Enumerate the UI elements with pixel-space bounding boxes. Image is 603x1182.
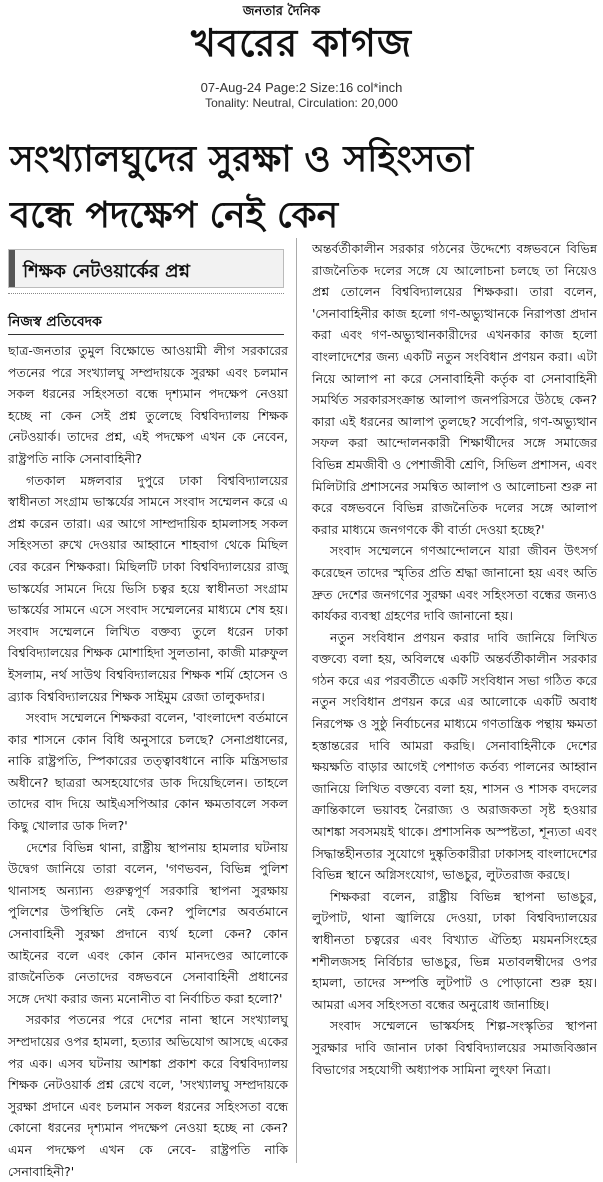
subheading-accent-bar (9, 250, 15, 287)
paragraph: সংবাদ সম্মেলনে গণআন্দোলনে যারা জীবন উৎসর্গ করেছেন তাদের স্মৃতির প্রতি শ্রদ্ধা জানানো হয় এবং অতি দ্রুত দেশের জনগণের সুরক্ষা এবং সহিংসতা বন্ধের জন্যও কার্যকর ব্যবস্থা গ্রহণের দাবি জানানো হয়। (312, 543, 597, 624)
paragraph: সংবাদ সম্মেলনে ভাস্কর্যসহ শিল্প-সংস্কৃতির স্থাপনা সুরক্ষার দাবি জানান ঢাকা বিশ্ববিদ্যালয়ের সমাজবিজ্ঞান বিভাগের সহযোগী অধ্যাপক সামিনা লুৎফা নিত্রা। (312, 1018, 597, 1077)
paragraph: ছাত্র-জনতার তুমুল বিক্ষোভে আওয়ামী লীগ সরকারের পতনের পরে সংখ্যালঘু সম্প্রদায়কে সুরক্ষা এবং চলমান সকল ধরনের সহিংসতা বন্ধে দৃশ্যমান পদক্ষেপ নেওয়া হচ্ছে না কেন সেই প্রশ্ন তুলেছে বিশ্ববিদ্যালয় শিক্ষক নেটওয়ার্ক। তাদের প্রশ্ন, এই পদক্ষেপ এখন কে নেবেন, রাষ্ট্রপতি নাকি সেনাবাহিনী? (8, 343, 288, 466)
headline-line-1: সংখ্যালঘুদের সুরক্ষা ও সহিংসতা (10, 139, 474, 180)
subheading-box (8, 249, 284, 288)
column-divider (296, 238, 297, 1163)
masthead-name: খবরের কাগজ (191, 21, 412, 65)
paragraph: শিক্ষকরা বলেন, রাষ্ট্রীয় বিভিন্ন স্থাপনা ভাঙচুর, লুটপাট, থানা জ্বালিয়ে দেওয়া, ঢাকা বিশ্ববিদ্যালয়ের স্বাধীনতা চত্বরের এবং বিখ্যাত ঐতিহ্য ময়মনসিংহের শশীলজসহ নির্বিচার ভাঙচুর, ভিন্ন মতাবলম্বীদের ওপর হামলা, তাদের সম্পত্তি লুটপাট ও পোড়ানো শুরু হয়। আমরা এসব সহিংসতা বন্ধের অনুরোধ জানাচ্ছি। (312, 888, 597, 1012)
clipping-meta-tonality: Tonality: Neutral, Circulation: 20,000 (205, 96, 398, 110)
paragraph: সরকার পতনের পরে দেশের নানা স্থানে সংখ্যালঘু সম্প্রদায়ের ওপর হামলা, হত্যার অভিযোগ আসছে একের পর এক। এসব ঘটনায় আশঙ্কা প্রকাশ করে বিশ্ববিদ্যালয় শিক্ষক নেটওয়ার্ক প্রশ্ন রেখে বলে, 'সংখ্যালঘু সম্প্রদায়কে সুরক্ষা প্রদানে এবং চলমান সকল ধরনের সহিংসতা বন্ধে কোনো ধরনের দৃশ্যমান পদক্ষেপ নেওয়া হচ্ছে না কেন? এমন পদক্ষেপ এখন কে নেবে- রাষ্ট্রপতি নাকি সেনাবাহিনী?' (8, 1012, 288, 1179)
masthead (0, 4, 603, 66)
masthead-tagline: জনতার দৈনিক (242, 4, 321, 19)
right-column (312, 238, 597, 1163)
paragraph: নতুন সংবিধান প্রণয়ন করার দাবি জানিয়ে লিখিত বক্তব্যে বলা হয়, অবিলম্বে একটি অন্তর্বর্তীকালীন সরকার গঠন করে এর পরবর্তীতে একটি সংবিধান সভা গঠিত করে নতুন সংবিধান প্রণয়ন করে এর আলোকে একটি অবাধ নিরপেক্ষ ও সুষ্ঠু নির্বাচনের মাধ্যমে গণতান্ত্রিক পন্থায় ক্ষমতা হস্তান্তরের দাবি আমরা করছি। সেনাবাহিনীকে দেশের ক্ষয়ক্ষতি বাড়ার আগেই পেশাগত কর্তব্য পালনের আহ্বান জানিয়ে লিখিত বক্তব্যে বলা হয়, শাসন ও শাসক বদলের ক্রান্তিকালে ভয়াবহ নৈরাজ্য ও অরাজকতা সৃষ্ট হওয়ার আশঙ্কা সবসময়ই থাকে। প্রশাসনিক অস্পষ্টতা, শূন্যতা এবং সিদ্ধান্তহীনতার সুযোগে দুষ্কৃতিকারীরা ঢাকাসহ বাংলাদেশের বিভিন্ন স্থানে অগ্নিসংযোগ, ভাঙচুর, লুটতরাজ করছে। (312, 629, 597, 883)
paragraph: দেশের বিভিন্ন থানা, রাষ্ট্রীয় স্থাপনায় হামলার ঘটনায় উদ্বেগ জানিয়ে তারা বলেন, 'গণভবন, বিভিন্ন পুলিশ থানাসহ অন্যান্য গুরুত্বপূর্ণ সরকারি স্থাপনা সুরক্ষায় পুলিশের উপস্থিতি নেই কেন? পুলিশের অবর্তমানে সেনাবাহিনী সুরক্ষা প্রদানে ব্যর্থ হলো কেন? কোন আইনের বলে এবং কোন কোন মানদণ্ডের আলোকে রাজনৈতিক নেতাদের বঙ্গভবনে সেনাবাহিনী প্রধানের সঙ্গে দেখা করার জন্য মনোনীত বা নির্বাচিত করা হলো?' (8, 839, 288, 1006)
subheading: শিক্ষক নেটওয়ার্কের প্রশ্ন (23, 261, 190, 282)
headline (10, 132, 595, 244)
left-column (8, 340, 288, 1179)
paragraph: অন্তর্বর্তীকালীন সরকার গঠনের উদ্দেশ্যে বঙ্গভবনে বিভিন্ন রাজনৈতিক দলের সঙ্গে যে আলোচনা চলছে তা নিয়েও প্রশ্ন তোলেন বিশ্ববিদ্যালয়ের শিক্ষকরা। তারা বলেন, 'সেনাবাহিনীর কাজ হলো গণ-অভ্যুত্থানকে নিরাপত্তা প্রদান করা এবং গণ-অভ্যুত্থানকারীদের এখনকার কাজ হলো বাংলাদেশের জন্য একটি নতুন সংবিধান প্রণয়ন করা। এটা নিয়ে আলাপ না করে সেনাবাহিনী কর্তৃক বা সেনাবাহিনী সমর্থিত সরকারসংক্রান্ত আলাপ জনপরিসরে উঠছে কেন? কারা এই ধরনের আলাপ তুলছে? সর্বোপরি, গণ-অভ্যুত্থান সফল করা আন্দোলনকারী শিক্ষার্থীদের সঙ্গে সমাজের বিভিন্ন শ্রমজীবী ও পেশাজীবী শ্রেণি, সিভিল প্রশাসন, এবং মিলিটারি প্রশাসনের সমন্বিত আলাপ ও আলোচনা শুরু না করে বঙ্গভবনে বিভিন্ন রাজনৈতিক দলের সঙ্গে আলাপ করার মাধ্যমে জনগণকে কী বার্তা দেওয়া হচ্ছে?' (312, 241, 597, 537)
paragraph: গতকাল মঙ্গলবার দুপুরে ঢাকা বিশ্ববিদ্যালয়ের স্বাধীনতা সংগ্রাম ভাস্কর্যের সামনে সংবাদ সম্মেলন করে এ প্রশ্ন করেন তারা। এর আগে সাম্প্রদায়িক হামলাসহ সকল সহিংসতা রুখে দেওয়ার আহ্বানে শাহবাগ থেকে মিছিল বের করেন শিক্ষকরা। মিছিলটি ঢাকা বিশ্ববিদ্যালয়ের রাজু ভাস্কর্যের সামনে দিয়ে ভিসি চত্বর হয়ে স্বাধীনতা সংগ্রাম ভাস্কর্যের সামনে এসে সংবাদ সম্মেলনের মাধ্যমে শেষ হয়। সংবাদ সম্মেলনে লিখিত বক্তব্য তুলে ধরেন ঢাকা বিশ্ববিদ্যালয়ের শিক্ষক মোশাহিদা সুলতানা, কাজী মারুফুল ইসলাম, নর্থ সাউথ বিশ্ববিদ্যালয়ের শিক্ষক শর্মি হোসেন ও ব্র্যাক বিশ্ববিদ্যালয়ের শিক্ষক সাইমুম রেজা তালুকদার। (8, 472, 288, 704)
clipping-meta-date: 07-Aug-24 Page:2 Size:16 col*inch (200, 80, 403, 95)
byline: নিজস্ব প্রতিবেদক (8, 314, 102, 330)
headline-line-2: বন্ধে পদক্ষেপ নেই কেন (10, 195, 339, 236)
dotted-divider (8, 293, 284, 294)
byline-rule (8, 334, 284, 335)
paragraph: সংবাদ সম্মেলনে শিক্ষকরা বলেন, 'বাংলাদেশ বর্তমানে কার শাসনে কোন বিধি অনুসারে চলছে? সেনাপ্রধানের, নাকি রাষ্ট্রপতি, স্পিকারের তত্ত্বাবধানে নাকি মন্ত্রিসভার অধীনে? ছাত্ররা অসহযোগের ডাক দিয়েছিলেন। তাহলে তাদের বাদ দিয়ে আইএসপিআর কোন ক্ষমতাবলে সকল কিছু খোলার ডাক দিল?' (8, 710, 288, 834)
